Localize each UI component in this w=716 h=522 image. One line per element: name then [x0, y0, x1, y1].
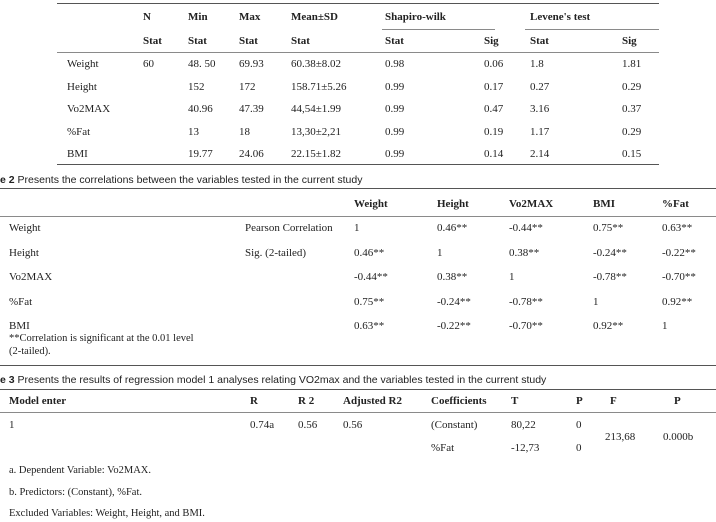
table1-cell-row-label: Height [67, 80, 97, 93]
table1-sub-stat: Stat [188, 35, 207, 47]
table3-note-a: a. Dependent Variable: Vo2MAX. [9, 465, 152, 476]
table2-cell-fat: -0.22** [662, 246, 696, 259]
table1-cell-lev-stat: 2.14 [530, 148, 550, 160]
table3-cell-coef-fat: %Fat [431, 442, 455, 454]
table3-header-t: T [511, 395, 519, 407]
table3-header-p: P [576, 395, 583, 407]
table1-sub-stat: Stat [385, 35, 404, 47]
table2-cell-row-label: BMI [9, 320, 30, 332]
table2-cell-fat: 1 [662, 320, 668, 332]
table1-sub-stat: Stat [530, 35, 549, 47]
table1-cell-max: 24.06 [239, 148, 264, 160]
table3-caption-label: e 3 [0, 374, 15, 386]
table1-cell-sw-sig: 0.17 [484, 80, 504, 93]
table1-cell-min: 19.77 [188, 148, 213, 160]
table1-cell-lev-sig: 0.15 [622, 148, 642, 160]
table2-header-rule [0, 216, 716, 217]
table3-header-p2: P [674, 395, 681, 407]
table1-header-rule [57, 52, 659, 53]
table2-caption [0, 174, 362, 186]
table2-cell-weight: 0.46** [354, 246, 385, 259]
table3-cell-p-fat: 0 [576, 442, 582, 454]
table3-cell-p: 0.000b [663, 431, 694, 443]
table2-cell-row-label: Vo2MAX [9, 271, 53, 283]
table1-cell-max: 172 [239, 80, 256, 93]
table2-cell-height: -0.24** [437, 295, 471, 308]
table1-header-mean: Mean±SD [291, 11, 338, 23]
table2-caption-text: Presents the correlations between the variables tested in the current study [14, 174, 363, 186]
table1-cell-sw-stat: 0.99 [385, 148, 405, 160]
table3-cell-r: 0.74a [250, 419, 275, 431]
table2-cell-weight: -0.44** [354, 271, 388, 283]
table1-cell-mean-sd: 60.38±8.02 [291, 58, 342, 70]
table1-cell-lev-stat: 0.27 [530, 80, 550, 93]
table2-cell-stat-type: Sig. (2-tailed) [245, 246, 307, 259]
table3-cell-coef-constant: (Constant) [431, 419, 478, 431]
table2-cell-weight: 1 [354, 222, 360, 234]
table1-cell-sw-sig: 0.14 [484, 148, 504, 160]
table2-cell-row-label: Height [9, 246, 39, 259]
table2-cell-fat: 0.92** [662, 295, 693, 308]
table2-caption-label: e 2 [0, 174, 15, 186]
table1-cell-min: 152 [188, 80, 205, 93]
table1-cell-min: 48. 50 [188, 58, 216, 70]
table1-header-levene: Levene's test [530, 11, 591, 23]
table3-header-model: Model enter [9, 395, 67, 407]
table1-sub-stat: Stat [291, 35, 310, 47]
table1-cell-max: 47.39 [239, 103, 264, 115]
table1-cell-sw-stat: 0.99 [385, 103, 405, 115]
table3-cell-f: 213,68 [605, 431, 636, 443]
table2-header-bmi: BMI [593, 198, 615, 210]
table3-cell-model: 1 [9, 419, 15, 431]
table2-cell-vo2max: 1 [509, 271, 515, 283]
table2-cell-height: -0.22** [437, 320, 471, 332]
table1-sub-sig: Sig [622, 35, 637, 47]
table3-note-excluded: Excluded Variables: Weight, Height, and BMI. [9, 508, 205, 519]
table3-cell-adj: 0.56 [343, 419, 363, 431]
table1-cell-lev-sig: 1.81 [622, 58, 642, 70]
table2-cell-bmi: -0.24** [593, 246, 627, 259]
table3-top-rule [0, 389, 716, 390]
table2-header-height: Height [437, 198, 469, 210]
table2-header-weight: Weight [354, 198, 388, 210]
table1-cell-row-label: Weight [67, 58, 99, 70]
table2-cell-row-label: Weight [9, 222, 41, 234]
table1-cell-lev-stat: 1.8 [530, 58, 544, 70]
table1-sub-stat: Stat [143, 35, 162, 47]
table1-sub-stat: Stat [239, 35, 258, 47]
table1-cell-row-label: %Fat [67, 125, 91, 138]
table2-header-vo2max: Vo2MAX [509, 198, 554, 210]
table1-top-rule [57, 3, 659, 4]
table3-header-f: F [610, 395, 617, 407]
table2-cell-bmi: 0.75** [593, 222, 624, 234]
table1-cell-sw-stat: 0.99 [385, 125, 405, 138]
table1-cell-mean-sd: 158.71±5.26 [291, 80, 347, 93]
table2-cell-weight: 0.63** [354, 320, 385, 332]
table3-header-adj: Adjusted R2 [343, 395, 402, 407]
table3-header-coef: Coefficients [431, 395, 487, 407]
table1-cell-lev-sig: 0.29 [622, 80, 642, 93]
table1-cell-mean-sd: 22.15±1.82 [291, 148, 342, 160]
table1-sub-sig: Sig [484, 35, 499, 47]
table2-cell-row-label: %Fat [9, 295, 33, 308]
table2-cell-height: 0.46** [437, 222, 468, 234]
table1-header-n: N [143, 11, 151, 23]
table3-note-b: b. Predictors: (Constant), %Fat. [9, 487, 142, 498]
table2-cell-fat: -0.70** [662, 271, 696, 283]
table1-header-max: Max [239, 11, 261, 23]
table2-cell-weight: 0.75** [354, 295, 385, 308]
table1-cell-min: 40.96 [188, 103, 213, 115]
table3-cell-r2: 0.56 [298, 419, 318, 431]
table1-cell-sw-stat: 0.99 [385, 80, 405, 93]
table1-cell-row-label: BMI [67, 148, 88, 160]
table1-header-shapiro: Shapiro-wilk [385, 11, 446, 23]
table3-cell-p-constant: 0 [576, 419, 582, 431]
table2-cell-vo2max: 0.38** [509, 246, 540, 259]
table1-cell-sw-sig: 0.19 [484, 125, 504, 138]
table1-shapiro-rule [382, 29, 495, 30]
table1-levene-rule [525, 29, 659, 30]
table2-cell-vo2max: -0.70** [509, 320, 543, 332]
table3-caption [0, 374, 546, 386]
table2-cell-stat-type: Pearson Correlation [245, 222, 333, 234]
table3-header-r2: R 2 [298, 395, 315, 407]
table2-cell-fat: 0.63** [662, 222, 693, 234]
table3-cell-t-constant: 80,22 [511, 419, 536, 431]
table2-note-line1: **Correlation is significant at the 0.01 level [9, 333, 194, 344]
table3-cell-t-fat: -12,73 [511, 442, 540, 454]
table1-cell-lev-sig: 0.37 [622, 103, 642, 115]
table1-cell-min: 13 [188, 125, 199, 138]
table1-cell-row-label: Vo2MAX [67, 103, 111, 115]
table2-cell-bmi: 0.92** [593, 320, 624, 332]
table2-bottom-rule [0, 365, 716, 366]
table1-cell-max: 18 [239, 125, 250, 138]
table1-cell-sw-sig: 0.47 [484, 103, 504, 115]
table2-cell-bmi: 1 [593, 295, 599, 308]
table1-cell-max: 69.93 [239, 58, 264, 70]
table2-top-rule [0, 188, 716, 189]
table1-bottom-rule [57, 164, 659, 165]
table2-note-line2: (2-tailed). [9, 346, 51, 357]
table1-cell-n: 60 [143, 58, 154, 70]
table1-cell-mean-sd: 44,54±1.99 [291, 103, 342, 115]
table3-header-rule [0, 412, 716, 413]
table1-cell-sw-stat: 0.98 [385, 58, 405, 70]
table2-cell-bmi: -0.78** [593, 271, 627, 283]
table3-header-r: R [250, 395, 258, 407]
table2-cell-vo2max: -0.44** [509, 222, 543, 234]
table3-caption-text: Presents the results of regression model 1 analyses relating VO2max and the variables tested in the current study [14, 374, 547, 386]
table1-cell-mean-sd: 13,30±2,21 [291, 125, 342, 138]
table2-cell-height: 1 [437, 246, 443, 259]
table1-cell-lev-stat: 1.17 [530, 125, 550, 138]
table1-cell-sw-sig: 0.06 [484, 58, 504, 70]
table1-cell-lev-stat: 3.16 [530, 103, 550, 115]
table1-header-min: Min [188, 11, 208, 23]
table1-cell-lev-sig: 0.29 [622, 125, 642, 138]
table2-header-fat: %Fat [662, 198, 689, 210]
table2-cell-height: 0.38** [437, 271, 468, 283]
table2-cell-vo2max: -0.78** [509, 295, 543, 308]
